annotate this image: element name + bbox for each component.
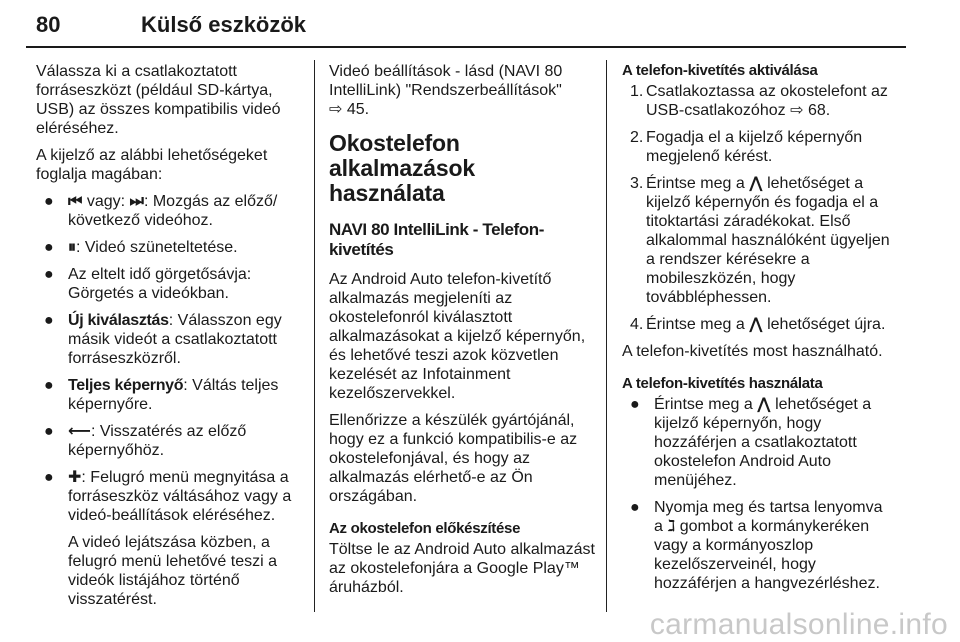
list-item: 4. Érintse meg a ⋀ lehetőséget újra.: [630, 316, 886, 333]
paragraph: Az Android Auto telefon-kivetítő alkalmazás megjeleníti az okostelefonról kiválasztott alkalmazásokat a kijelző képernyőn, és lehetővé teszi azok közvetlen kezelését az Infotainment kezelőszervekkel.: [329, 271, 586, 402]
watermark-url: carmanualsonline.info: [649, 608, 948, 641]
item-label: Új kiválasztás: [68, 312, 169, 329]
page-ref-arrow-icon: ⇨: [790, 102, 804, 119]
bullet-icon: ●: [44, 266, 54, 283]
list-item: ● Új kiválasztás: Válasszon egy másik videót a csatlakoztatott forráseszközről.: [44, 312, 282, 367]
list-item: ● Az eltelt idő görgetősávja: Görgetés a videókban.: [44, 266, 252, 302]
item-label: Teljes képernyő: [68, 377, 184, 394]
page-number: 80: [36, 12, 61, 37]
plus-icon: ✚: [68, 469, 82, 486]
intro-paragraph: Válassza ki a csatlakoztatott forráseszközt (például SD-kártya, USB) az összes kompatibilis videó eléréséhez.: [36, 63, 281, 137]
prep-text: Töltse le az Android Auto alkalmazást az okostelefonjára a Google Play™ áruházból.: [329, 541, 595, 596]
bullet-icon: ●: [44, 469, 54, 486]
list-item: 3. Érintse meg a ⋀ lehetőséget a kijelző képernyőn és fogadja el a titoktartási záradékokat. Első alkalommal használóként ügyeljen a rendszer kérésekre a mobileszközén, hogy továbbléphessen.: [630, 175, 890, 306]
list-item: ● ✚: Felugró menü megnyitása a forráseszköz váltásához vagy a videó-beállítások eléréséhez.: [44, 469, 292, 524]
column-divider-2: [606, 60, 607, 612]
section-title: Okostelefon alkalmazások használata: [329, 130, 475, 206]
pause-icon: ⏸: [68, 239, 77, 256]
options-intro: A kijelző az alábbi lehetőségeket foglalja magában:: [36, 147, 268, 183]
bullet-icon: ●: [44, 377, 54, 394]
paragraph: Ellenőrizze a készülék gyártójánál, hogy ez a funkció kompatibilis-e az okostelefonjával, és hogy az alkalmazás elérhető-e az Ön országában.: [329, 412, 578, 505]
page-header: [26, 4, 906, 48]
list-item: ● ⏸: Videó szüneteltetése.: [44, 239, 238, 256]
caret-up-icon: ⋀: [757, 396, 771, 413]
voice-control-icon: ℷ: [667, 518, 676, 535]
chapter-title: Külső eszközök: [141, 12, 307, 37]
caret-up-icon: ⋀: [749, 316, 763, 333]
back-arrow-icon: ⟵: [68, 423, 91, 440]
column-2: [329, 62, 595, 605]
prep-heading: Az okostelefon előkészítése: [329, 520, 521, 537]
usage-heading: A telefon-kivetítés használata: [622, 375, 823, 392]
settings-reference: Videó beállítások - lásd (NAVI 80 IntelliLink) "Rendszerbeállítások" ⇨ 45.: [329, 63, 563, 118]
bullet-icon: ●: [630, 499, 640, 516]
ready-text: A telefon-kivetítés most használható.: [622, 343, 883, 360]
page-ref-arrow-icon: ⇨: [329, 101, 343, 118]
subsection-title: NAVI 80 IntelliLink - Telefon-kivetítés: [329, 220, 545, 259]
bullet-icon: ●: [44, 312, 54, 329]
list-item: 2. Fogadja el a kijelző képernyőn megjelenő kérést.: [630, 129, 863, 165]
list-item: ● ⟵: Visszatérés az előző képernyőhöz.: [44, 423, 247, 459]
bullet-icon: ●: [44, 423, 54, 440]
playback-note: A videó lejátszása közben, a felugró menü lehetővé teszi a videók listájához történő visszatérést.: [68, 534, 278, 608]
skip-back-icon: ⏮: [68, 193, 83, 210]
caret-up-icon: ⋀: [749, 175, 763, 192]
column-1: [36, 62, 298, 617]
list-item: ● Teljes képernyő: Váltás teljes képernyőre.: [44, 377, 279, 413]
list-item: ● Nyomja meg és tartsa lenyomva a ℷ gombot a kormánykeréken vagy a kormányoszlop kezelőszerveinél, hogy hozzáférjen a hangvezérléshez.: [630, 499, 883, 592]
list-item: 1. Csatlakoztassa az okostelefont az USB-csatlakozóhoz ⇨ 68.: [630, 83, 888, 119]
bullet-icon: ●: [44, 193, 54, 210]
column-3: [622, 62, 892, 601]
column-divider-1: [314, 60, 315, 612]
bullet-icon: ●: [630, 396, 640, 413]
bullet-icon: ●: [44, 239, 54, 256]
skip-forward-icon: ⏭: [129, 193, 144, 210]
list-item: ● Érintse meg a ⋀ lehetőséget a kijelző képernyőn, hogy hozzáférjen a csatlakoztatott okostelefon Android Auto menüjéhez.: [630, 396, 872, 489]
activation-heading: A telefon-kivetítés aktiválása: [622, 62, 818, 79]
list-item: ● ⏮ vagy: ⏭: Mozgás az előző/ következő videóhoz.: [44, 193, 278, 229]
